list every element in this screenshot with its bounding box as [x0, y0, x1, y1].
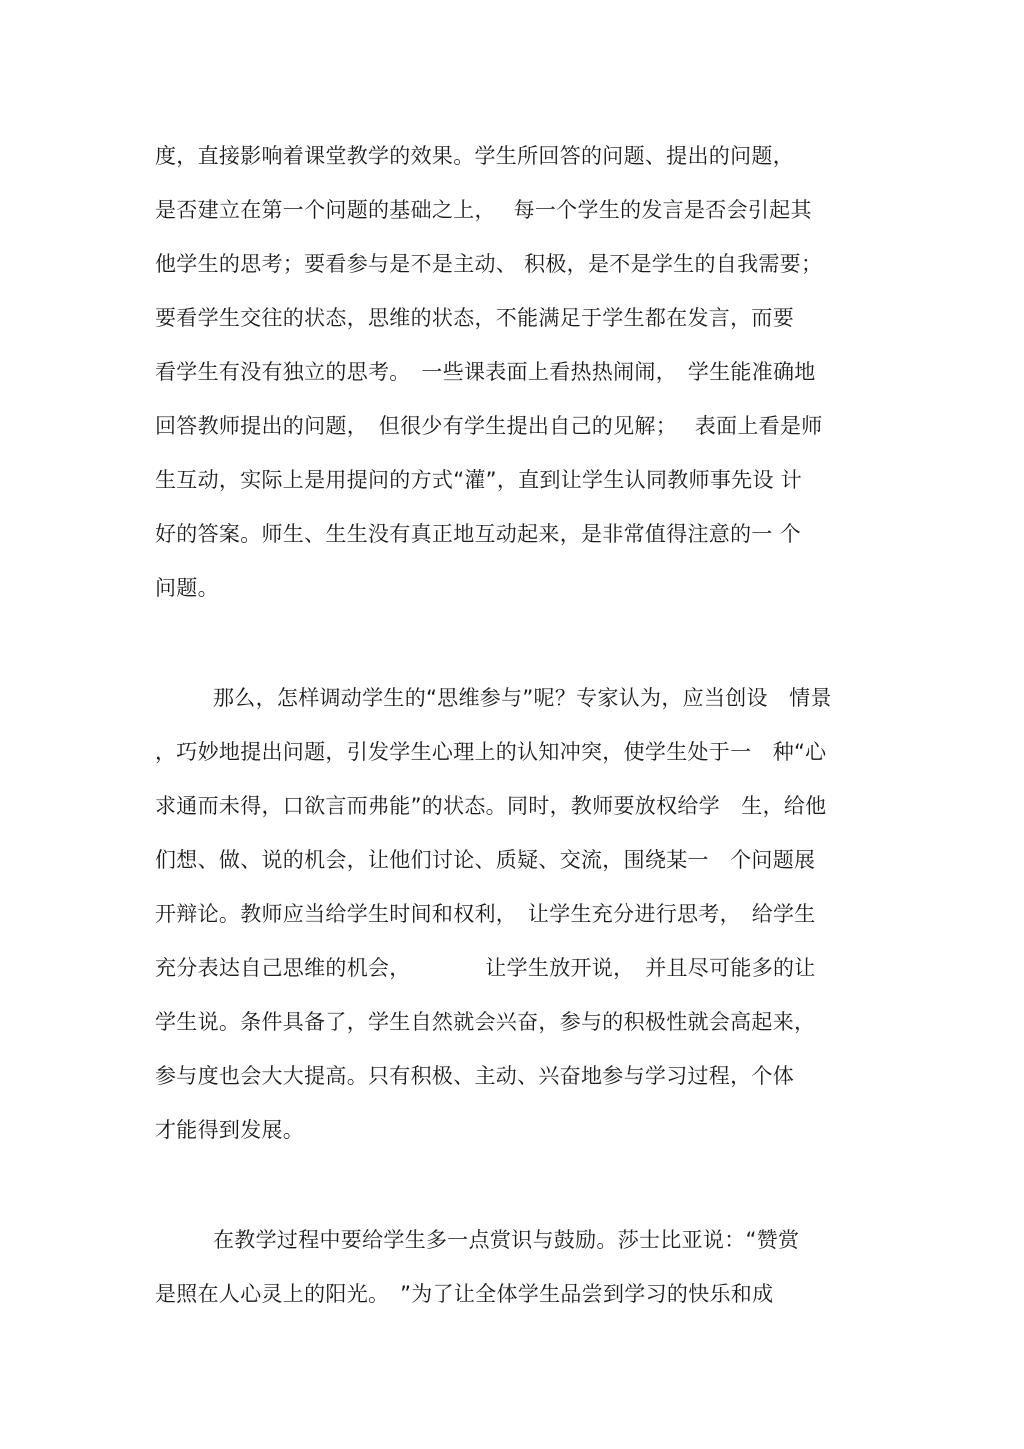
paragraph-2-line-2: ，巧妙地提出问题，引发学生心理上的认知冲突，使学生处于一 种“心 [155, 740, 827, 764]
paragraph-2-line-1: 那么，怎样调动学生的“思维参与”呢？专家认为，应当创设 情景 [213, 686, 832, 710]
paragraph-2-line-6: 充分表达自己思维的机会， 让学生放开说， 并且尽可能多的让 [155, 956, 816, 980]
paragraph-1-line-4: 要看学生交往的状态，思维的状态，不能满足于学生都在发言，而要 [155, 306, 794, 330]
paragraph-2-line-9: 才能得到发展。 [155, 1118, 305, 1142]
paragraph-1-line-9: 问题。 [155, 576, 219, 600]
paragraph-1-line-6: 回答教师提出的问题， 但很少有学生提出自己的见解； 表面上看是师 [155, 414, 823, 438]
paragraph-1-line-3: 他学生的思考；要看参与是不是主动、 积极，是不是学生的自我需要； [155, 252, 823, 276]
paragraph-1-line-2: 是否建立在第一个问题的基础之上， 每一个学生的发言是否会引起其 [155, 198, 812, 222]
paragraph-1-line-5: 看学生有没有独立的思考。 一些课表面上看热热闹闹， 学生能准确地 [155, 360, 816, 384]
paragraph-1-line-7: 生互动，实际上是用提问的方式“灌”，直到让学生认同教师事先设 计 [155, 468, 803, 492]
paragraph-3-line-2: 是照在人心灵上的阳光。 ”为了让全体学生品尝到学习的快乐和成 [155, 1282, 774, 1306]
paragraph-1-line-8: 好的答案。师生、生生没有真正地互动起来，是非常值得注意的一 个 [155, 522, 801, 546]
paragraph-2-line-3: 求通而未得，口欲言而弗能”的状态。同时，教师要放权给学 生，给他 [155, 794, 827, 818]
paragraph-2-line-7: 学生说。条件具备了，学生自然就会兴奋，参与的积极性就会高起来， [155, 1010, 816, 1034]
paragraph-3-line-1: 在教学过程中要给学生多一点赏识与鼓励。莎士比亚说：“赞赏 [213, 1228, 800, 1252]
paragraph-1-line-1: 度，直接影响着课堂教学的效果。学生所回答的问题、提出的问题， [155, 144, 794, 168]
paragraph-2-line-5: 开辩论。教师应当给学生时间和权利， 让学生充分进行思考， 给学生 [155, 902, 816, 926]
paragraph-2-line-8: 参与度也会大大提高。只有积极、主动、兴奋地参与学习过程，个体 [155, 1064, 794, 1088]
paragraph-2-line-4: 们想、做、说的机会，让他们讨论、质疑、交流，围绕某一 个问题展 [155, 848, 816, 872]
